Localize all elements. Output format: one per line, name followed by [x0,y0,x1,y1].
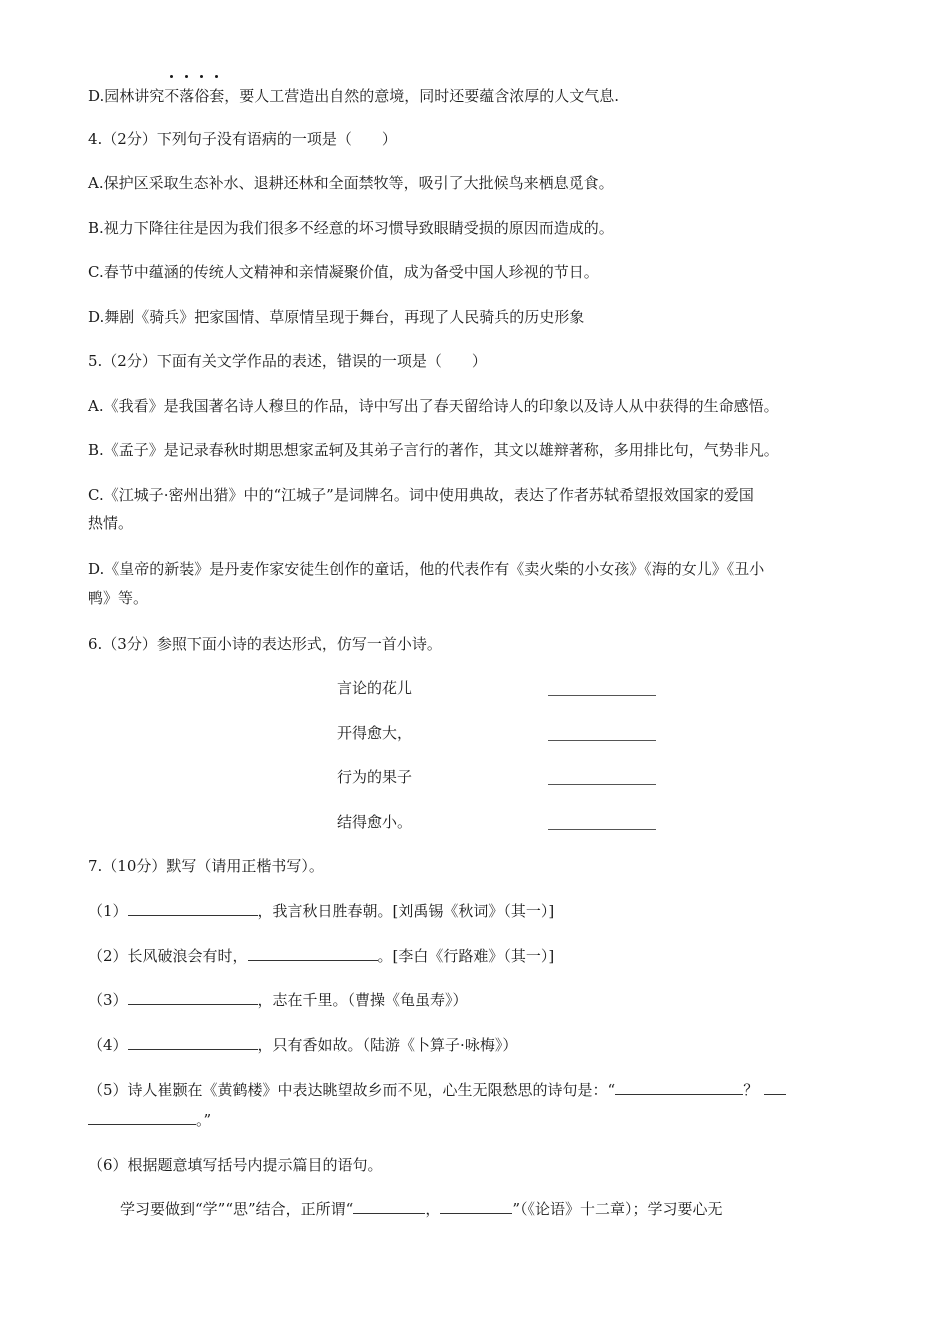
q7-item-6: （6）根据题意填写括号内提示篇目的语句。 [88,1156,383,1174]
q7-stem: 7.（10分）默写（请用正楷书写）。 [88,857,324,875]
q4-option-b: B.视力下降往往是因为我们很多不经意的坏习惯导致眼睛受损的原因而造成的。 [88,219,614,237]
poem-answer-blank-1[interactable] [548,677,656,696]
q5-option-c-line1: C.《江城子·密州出猎》中的“江城子”是词牌名。词中使用典故，表达了作者苏轼希望报效国家的爱国 [88,486,754,504]
q4-option-c: C.春节中蕴涵的传统人文精神和亲情凝聚价值，成为备受中国人珍视的节日。 [88,263,599,281]
q5-option-c-line2: 热情。 [88,514,134,532]
q6-stem: 6.（3分）参照下面小诗的表达形式，仿写一首小诗。 [88,635,442,653]
fill-blank[interactable] [128,901,258,916]
poem-answer-blank-2[interactable] [548,722,656,741]
q4-option-d: D.舞剧《骑兵》把家国情、草原情呈现于舞台，再现了人民骑兵的历史形象 [88,308,585,326]
q7-item-1: （1） ，我言秋日胜春朝。[刘禹锡《秋词》（其一）] [88,902,555,920]
q3-option-d-prefix: D.园林讲究 [88,87,165,105]
q3-option-d [88,86,619,106]
q7-item-4: （4） ，只有香如故。（陆游《卜算子·咏梅》） [88,1036,518,1054]
q7-item-5-line2: 。” [88,1110,211,1130]
poem-line-1: 言论的花儿 [337,679,413,697]
q5-stem: 5.（2分）下面有关文学作品的表述，错误的一项是（ ） [88,352,487,370]
q3-option-d-suffix: ，要人工营造出自然的意境，同时还要蕴含浓厚的人文气息. [224,87,620,105]
q5-option-d-line2: 鸭》等。 [88,589,149,607]
q5-option-b: B.《孟子》是记录春秋时期思想家孟轲及其弟子言行的著作，其文以雄辩著称，多用排比句，气势非凡。 [88,441,779,459]
q5-option-a: A.《我看》是我国著名诗人穆旦的作品，诗中写出了春天留给诗人的印象以及诗人从中获得的生命感悟。 [88,397,779,415]
q7-item-2: （2）长风破浪会有时， 。[李白《行路难》（其一）] [88,947,555,965]
fill-blank[interactable] [615,1080,743,1095]
fill-blank[interactable] [88,1110,196,1125]
poem-answer-blank-4[interactable] [548,811,656,830]
fill-blank[interactable] [128,1035,258,1050]
poem-answer-blank-3[interactable] [548,766,656,785]
poem-line-3: 行为的果子 [337,768,413,786]
q7-item-5-line1: （5）诗人崔颢在《黄鹤楼》中表达眺望故乡而不见，心生无限愁思的诗句是：“ ？ [88,1080,786,1100]
q4-stem: 4.（2分）下列句子没有语病的一项是（ ） [88,130,397,148]
q7-item-6-paragraph: 学习要做到“学”“思”结合，正所谓“ ， ”（《论语》十二章）；学习要心无 [120,1200,723,1218]
fill-blank[interactable] [248,946,378,961]
emphasis-dots-phrase: 不落俗套 [164,86,224,106]
poem-line-4: 结得愈小。 [337,813,413,831]
fill-blank[interactable] [353,1199,425,1214]
fill-blank[interactable] [764,1080,786,1095]
poem-line-2: 开得愈大， [337,724,413,742]
fill-blank[interactable] [440,1199,512,1214]
emphasis-dots [164,75,224,81]
fill-blank[interactable] [128,990,258,1005]
q5-option-d-line1: D.《皇帝的新装》是丹麦作家安徒生创作的童话，他的代表作有《卖火柴的小女孩》《海的女儿》《丑小 [88,560,765,578]
q7-item-3: （3） ，志在千里。（曹操《龟虽寿》） [88,991,468,1009]
q4-option-a: A.保护区采取生态补水、退耕还林和全面禁牧等，吸引了大批候鸟来栖息觅食。 [88,174,614,192]
